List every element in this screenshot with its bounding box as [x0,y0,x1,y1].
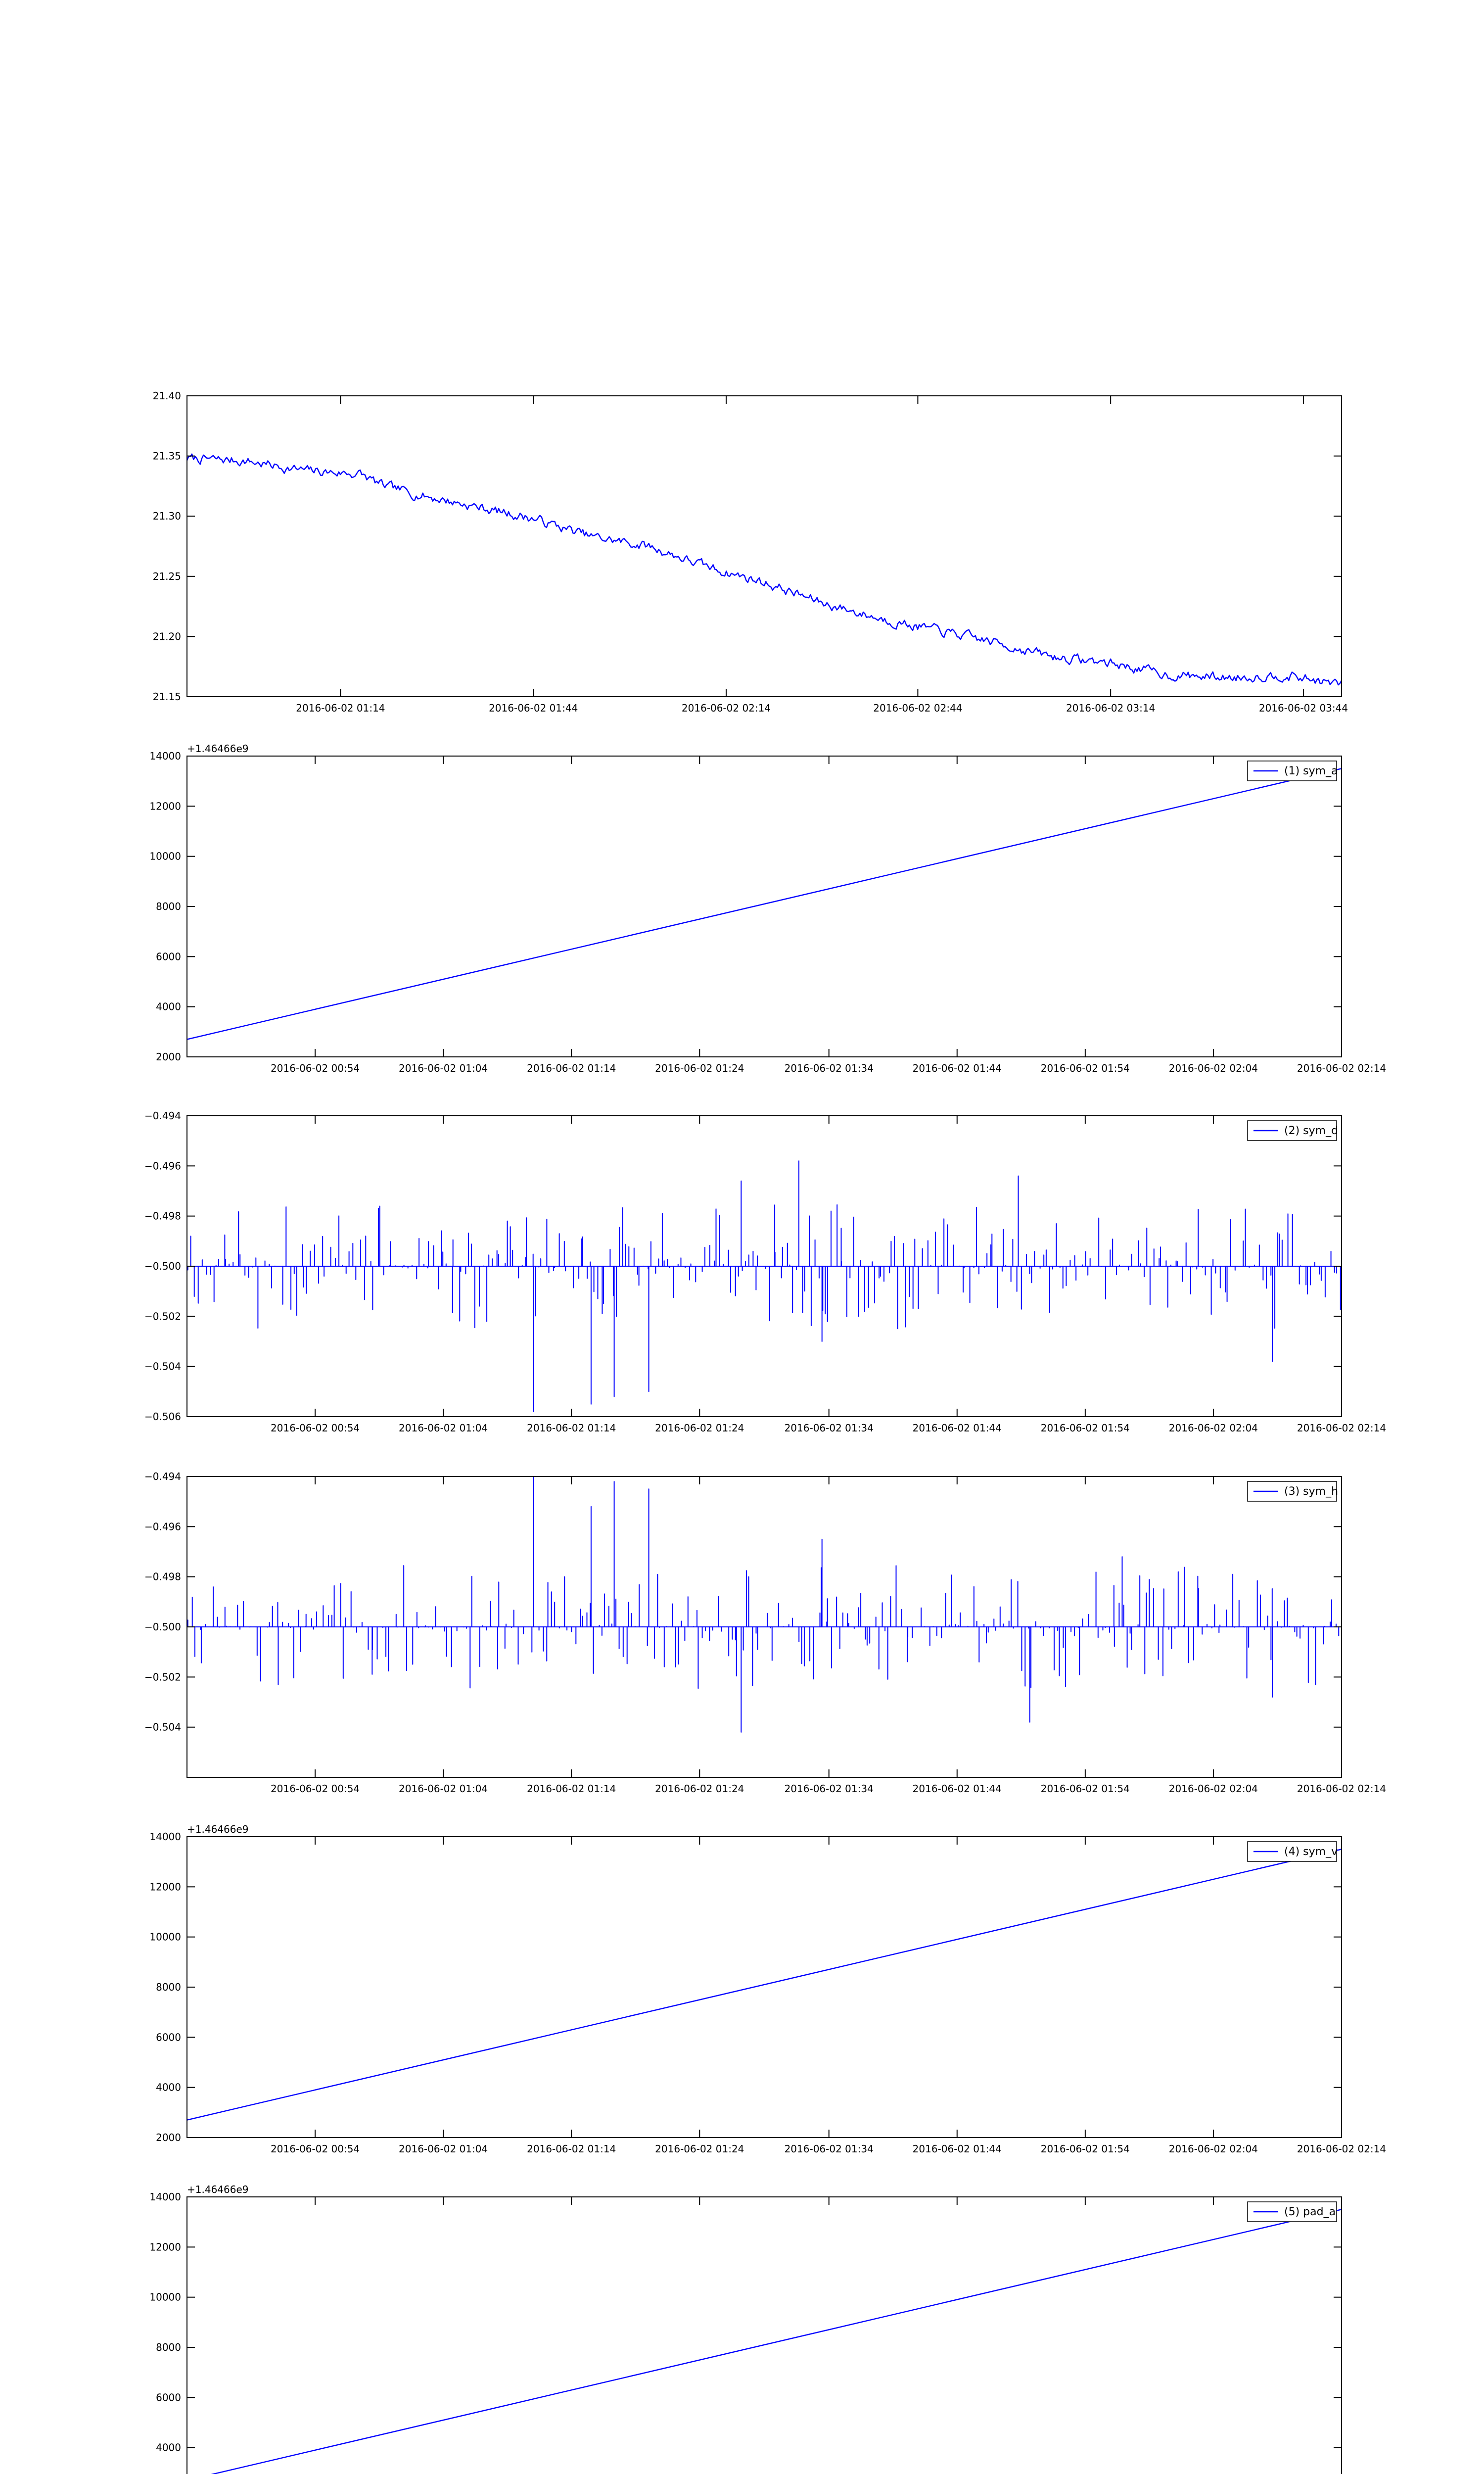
legend [1248,2202,1337,2222]
y-tick-label: 10000 [149,1931,181,1943]
y-tick-label: −0.496 [144,1160,181,1172]
y-tick-label: −0.506 [144,1411,181,1423]
x-tick-label: 2016-06-02 00:54 [270,1422,360,1434]
axes-frame [187,1837,1342,2138]
y-tick-label: −0.502 [144,1310,181,1323]
y-tick-label: −0.494 [144,1110,181,1122]
y-tick-label: 21.15 [152,691,181,703]
legend-label: (3) sym_h [1284,1485,1339,1498]
x-tick-label: 2016-06-02 03:14 [1066,702,1156,714]
x-tick-label: 2016-06-02 02:14 [1297,2143,1387,2155]
axis-offset-text: +1.46466e9 [187,743,249,755]
y-tick-label: 2000 [156,2132,181,2143]
y-tick-label: 8000 [156,1981,181,1993]
y-tick-label: 12000 [149,800,181,812]
legend [1248,761,1338,781]
y-tick-label: 12000 [149,2241,181,2253]
y-tick-label: −0.498 [144,1570,181,1583]
subplot-1 [153,390,1348,714]
axes-frame [187,2197,1342,2474]
legend [1248,1481,1338,1501]
x-tick-label: 2016-06-02 01:34 [784,1062,874,1074]
legend [1248,1121,1338,1141]
x-tick-label: 2016-06-02 01:54 [1040,1783,1130,1795]
y-tick-label: 21.25 [152,570,181,582]
y-tick-label: 21.20 [152,630,181,643]
x-tick-label: 2016-06-02 01:04 [399,1783,488,1795]
x-tick-label: 2016-06-02 01:54 [1040,1062,1130,1074]
x-tick-label: 2016-06-02 01:44 [489,702,578,714]
legend-label: (1) sym_a [1284,765,1338,777]
x-tick-label: 2016-06-02 01:04 [399,1062,488,1074]
x-tick-label: 2016-06-02 01:04 [399,2143,488,2155]
series-line [187,768,1342,1039]
y-tick-label: 6000 [156,951,181,963]
subplot-6 [149,2184,1386,2474]
x-tick-label: 2016-06-02 01:14 [527,1422,616,1434]
y-tick-label: −0.498 [144,1210,181,1222]
series-line [187,1849,1342,2120]
x-tick-label: 2016-06-02 02:14 [1297,1783,1387,1795]
y-tick-label: 6000 [156,2031,181,2044]
x-tick-label: 2016-06-02 01:14 [527,2143,616,2155]
legend-label: (5) pad_a [1284,2206,1336,2218]
axis-offset-text: +1.46466e9 [187,2184,249,2195]
y-tick-label: −0.500 [144,1621,181,1633]
y-tick-label: 4000 [156,2081,181,2093]
x-tick-label: 2016-06-02 02:04 [1168,1422,1258,1434]
x-tick-label: 2016-06-02 00:54 [270,2143,360,2155]
x-tick-label: 2016-06-02 01:34 [784,1422,874,1434]
series-line [187,2209,1342,2474]
x-tick-label: 2016-06-02 01:44 [912,1062,1002,1074]
x-tick-label: 2016-06-02 02:04 [1168,2143,1258,2155]
y-tick-label: 14000 [149,750,181,762]
x-tick-label: 2016-06-02 01:34 [784,2143,874,2155]
y-tick-label: −0.494 [144,1471,181,1482]
y-tick-label: −0.500 [144,1260,181,1272]
y-tick-label: −0.496 [144,1521,181,1533]
legend-label: (2) sym_d [1284,1125,1339,1137]
x-tick-label: 2016-06-02 02:44 [873,702,963,714]
y-tick-label: 2000 [156,1051,181,1063]
x-tick-label: 2016-06-02 01:44 [912,1422,1002,1434]
series-line [187,1476,1342,1732]
x-tick-label: 2016-06-02 01:24 [655,1783,744,1795]
x-tick-label: 2016-06-02 01:34 [784,1783,874,1795]
x-tick-label: 2016-06-02 01:24 [655,2143,744,2155]
subplot-5 [149,1823,1386,2155]
x-tick-label: 2016-06-02 01:14 [527,1783,616,1795]
y-tick-label: 4000 [156,1000,181,1013]
y-tick-label: 14000 [149,1831,181,1843]
axes-frame [187,756,1342,1057]
x-tick-label: 2016-06-02 01:54 [1040,2143,1130,2155]
series-line [187,1161,1342,1412]
x-tick-label: 2016-06-02 01:14 [296,702,385,714]
x-tick-label: 2016-06-02 00:54 [270,1783,360,1795]
x-tick-label: 2016-06-02 01:24 [655,1422,744,1434]
x-tick-label: 2016-06-02 02:14 [681,702,771,714]
y-tick-label: 12000 [149,1881,181,1893]
y-tick-label: 10000 [149,850,181,862]
y-tick-label: −0.504 [144,1360,181,1373]
x-tick-label: 2016-06-02 00:54 [270,1062,360,1074]
y-tick-label: 6000 [156,2391,181,2404]
y-tick-label: 21.30 [152,510,181,523]
x-tick-label: 2016-06-02 01:44 [912,1783,1002,1795]
y-tick-label: 8000 [156,901,181,912]
x-tick-label: 2016-06-02 01:04 [399,1422,488,1434]
x-tick-label: 2016-06-02 01:24 [655,1062,744,1074]
y-tick-label: 4000 [156,2441,181,2454]
x-tick-label: 2016-06-02 01:54 [1040,1422,1130,1434]
x-tick-label: 2016-06-02 03:44 [1258,702,1348,714]
subplot-3 [144,1110,1386,1434]
y-tick-label: −0.504 [144,1721,181,1733]
y-tick-label: 8000 [156,2341,181,2353]
y-tick-label: 14000 [149,2191,181,2203]
x-tick-label: 2016-06-02 02:14 [1297,1422,1387,1434]
x-tick-label: 2016-06-02 01:44 [912,2143,1002,2155]
x-tick-label: 2016-06-02 02:14 [1297,1062,1387,1074]
y-tick-label: 10000 [149,2291,181,2303]
axis-offset-text: +1.46466e9 [187,1823,249,1835]
legend-label: (4) sym_v [1284,1846,1338,1858]
subplot-4 [144,1471,1386,1795]
y-tick-label: 21.40 [152,390,181,402]
x-tick-label: 2016-06-02 02:04 [1168,1783,1258,1795]
x-tick-label: 2016-06-02 01:14 [527,1062,616,1074]
legend [1248,1842,1338,1861]
y-tick-label: −0.502 [144,1671,181,1683]
subplot-2 [149,743,1386,1074]
axes-frame [187,396,1342,697]
y-tick-label: 21.35 [152,450,181,462]
x-tick-label: 2016-06-02 02:04 [1168,1062,1258,1074]
series-line [187,454,1342,685]
